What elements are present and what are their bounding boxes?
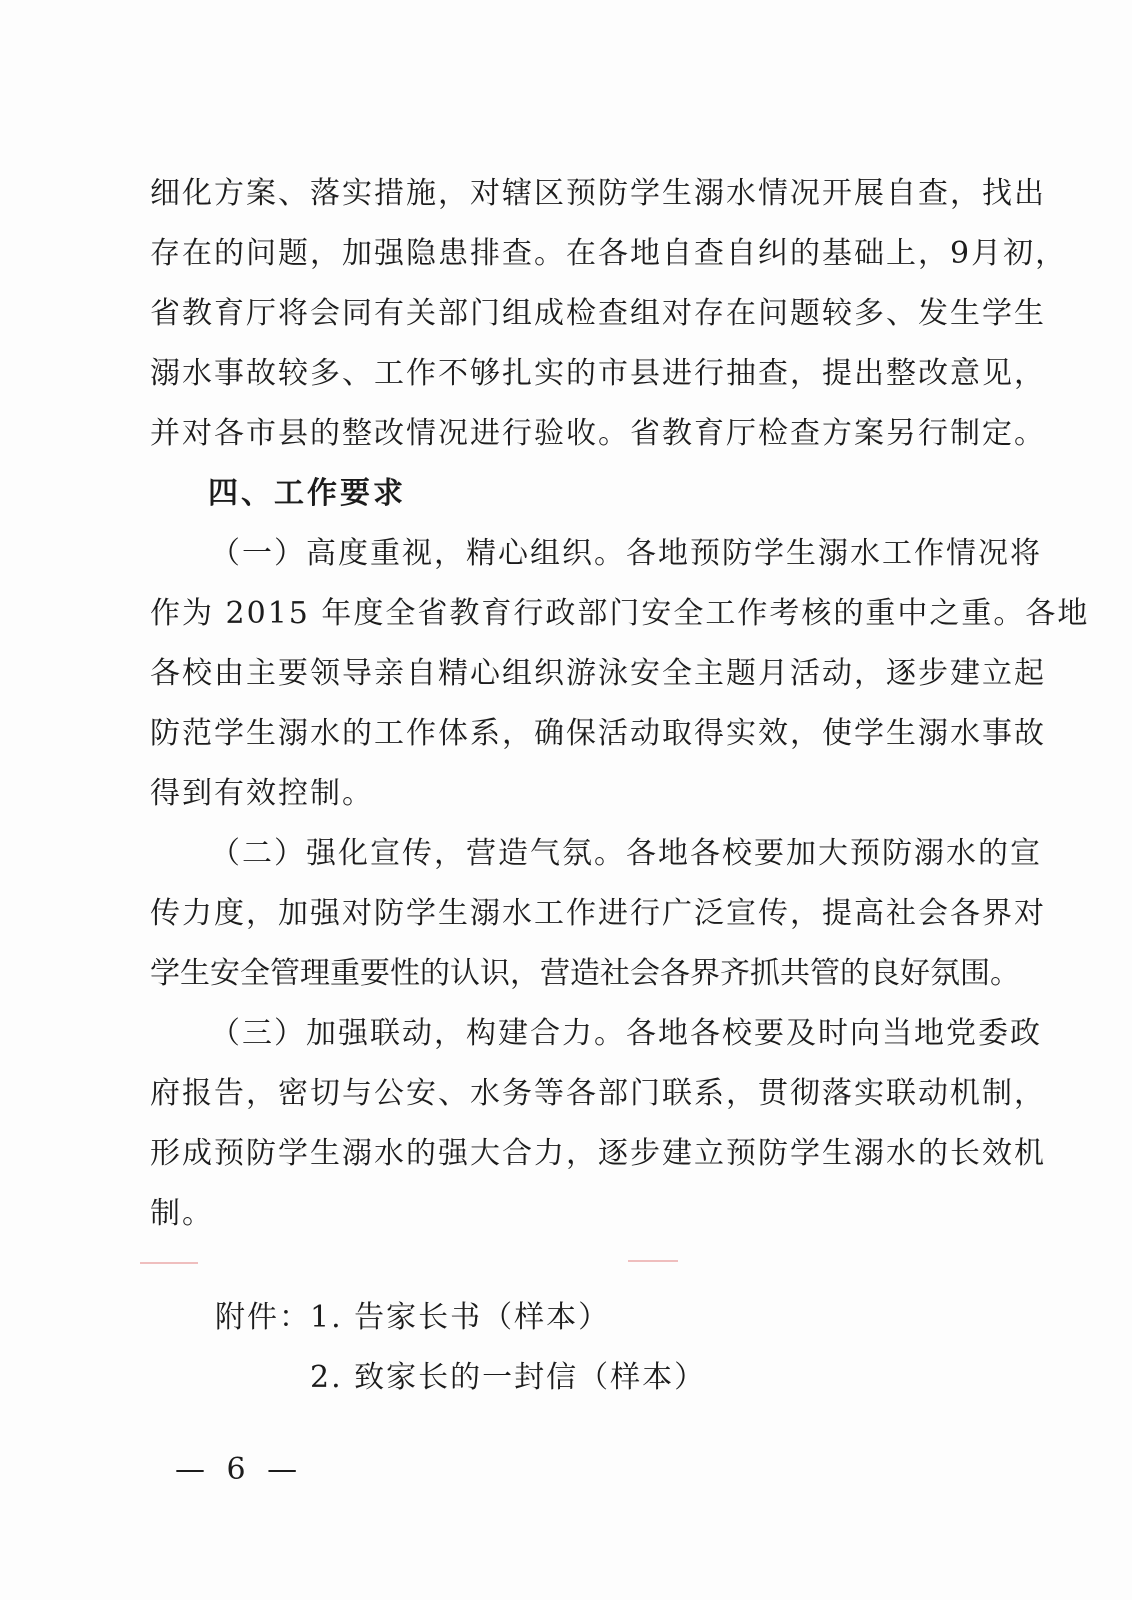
scan-mark	[140, 1262, 198, 1264]
page-number: — 6 —	[175, 1452, 304, 1487]
attachment-item: 1. 告家长书（样本）	[310, 1300, 611, 1335]
body-line: 传力度，加强对防学生溺水工作进行广泛宣传，提高社会各界对	[150, 896, 1046, 931]
body-line: 并对各市县的整改情况进行验收。省教育厅检查方案另行制定。	[150, 416, 1046, 451]
attachments-label: 附件：	[215, 1300, 311, 1335]
body-line: 府报告，密切与公安、水务等各部门联系，贯彻落实联动机制，	[150, 1076, 1046, 1111]
body-line: （三）加强联动，构建合力。各地各校要及时向当地党委政	[210, 1016, 1042, 1051]
body-line: 学生安全管理重要性的认识，营造社会各界齐抓共管的良好氛围。	[150, 956, 1020, 991]
body-line: 制。	[150, 1196, 214, 1231]
scan-mark	[628, 1260, 678, 1262]
body-line: 省教育厅将会同有关部门组成检查组对存在问题较多、发生学生	[150, 296, 1046, 331]
attachment-item: 2. 致家长的一封信（样本）	[310, 1360, 707, 1395]
section-heading: 四、工作要求	[208, 476, 406, 511]
body-line: 防范学生溺水的工作体系，确保活动取得实效，使学生溺水事故	[150, 716, 1046, 751]
body-line: 溺水事故较多、工作不够扎实的市县进行抽查，提出整改意见，	[150, 356, 1046, 391]
body-line: 作为 2015 年度全省教育行政部门安全工作考核的重中之重。各地	[150, 596, 1090, 631]
body-line: 各校由主要领导亲自精心组织游泳安全主题月活动，逐步建立起	[150, 656, 1046, 691]
body-line: （一）高度重视，精心组织。各地预防学生溺水工作情况将	[210, 536, 1042, 571]
body-line: 存在的问题，加强隐患排查。在各地自查自纠的基础上，9月初，	[150, 236, 1068, 271]
body-line: （二）强化宣传，营造气氛。各地各校要加大预防溺水的宣	[210, 836, 1042, 871]
body-line: 细化方案、落实措施，对辖区预防学生溺水情况开展自查，找出	[150, 176, 1046, 211]
body-line: 得到有效控制。	[150, 776, 374, 811]
body-line: 形成预防学生溺水的强大合力，逐步建立预防学生溺水的长效机	[150, 1136, 1046, 1171]
